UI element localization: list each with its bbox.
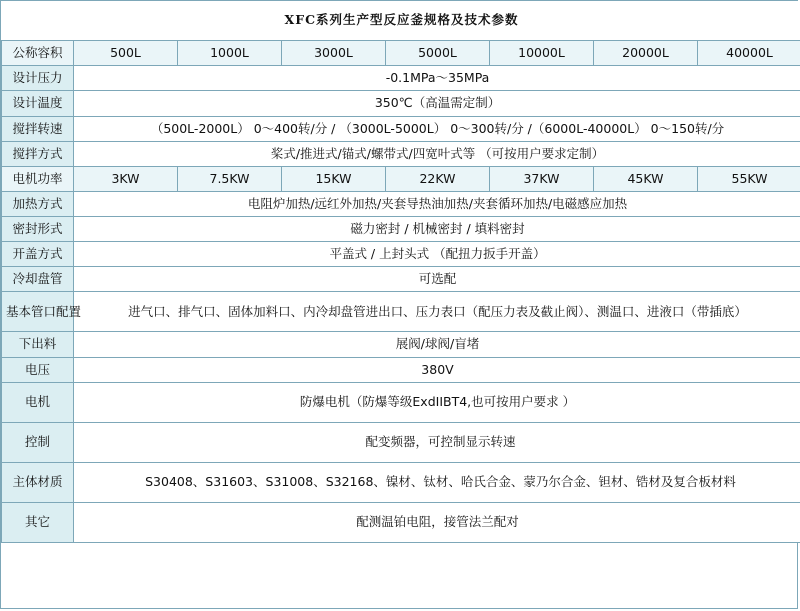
table-row — [2, 141, 800, 166]
page-title: XFC系列生产型反应釜规格及技术参数 — [2, 1, 800, 41]
table-row — [2, 191, 800, 216]
row-label-design-temperature: 设计温度 — [2, 91, 74, 116]
row-label-body-material: 主体材质 — [2, 462, 74, 502]
design-temperature-value: 350℃（高温需定制） — [74, 91, 800, 116]
row-label-design-pressure: 设计压力 — [2, 66, 74, 91]
volume-1000l: 1000L — [178, 41, 282, 66]
motor-power-6: 45KW — [594, 166, 698, 191]
table-row — [2, 116, 800, 141]
volume-10000l: 10000L — [490, 41, 594, 66]
row-label-stirring-type: 搅拌方式 — [2, 141, 74, 166]
voltage-value: 380V — [74, 357, 800, 382]
volume-500l: 500L — [74, 41, 178, 66]
nozzle-config-value: 进气口、排气口、固体加料口、内冷却盘管进出口、压力表口（配压力表及截止阀）、测温口、进液口（带插底） — [74, 292, 800, 332]
motor-value: 防爆电机（防爆等级ExdIIBT4,也可按用户要求 ） — [74, 382, 800, 422]
motor-power-5: 37KW — [490, 166, 594, 191]
cooling-coil-value: 可选配 — [74, 267, 800, 292]
lid-type-value: 平盖式 / 上封头式 （配扭力扳手开盖） — [74, 242, 800, 267]
volume-5000l: 5000L — [386, 41, 490, 66]
stirring-speed-value: （500L-2000L） 0～400转/分 / （3000L-5000L） 0～300转/分 /（6000L-40000L） 0～150转/分 — [74, 116, 800, 141]
body-material-value: S30408、S31603、S31008、S32168、镍材、钛材、哈氏合金、蒙乃尔合金、钽材、锆材及复合板材料 — [74, 462, 800, 502]
table-row — [2, 166, 800, 191]
table-row — [2, 242, 800, 267]
heating-type-value: 电阻炉加热/远红外加热/夹套导热油加热/夹套循环加热/电磁感应加热 — [74, 191, 800, 216]
table-row — [2, 332, 800, 357]
title-row — [2, 1, 800, 41]
row-label-nozzle-config: 基本管口配置 — [2, 292, 74, 332]
design-pressure-value: -0.1MPa～35MPa — [74, 66, 800, 91]
row-label-discharge: 下出料 — [2, 332, 74, 357]
row-label-other: 其它 — [2, 502, 74, 542]
table-row — [2, 382, 800, 422]
row-label-volume: 公称容积 — [2, 41, 74, 66]
spec-table — [1, 1, 800, 543]
volume-20000l: 20000L — [594, 41, 698, 66]
motor-power-7: 55KW — [698, 166, 800, 191]
motor-power-2: 7.5KW — [178, 166, 282, 191]
row-label-seal-type: 密封形式 — [2, 217, 74, 242]
seal-type-value: 磁力密封 / 机械密封 / 填料密封 — [74, 217, 800, 242]
table-row — [2, 91, 800, 116]
table-row — [2, 292, 800, 332]
table-row — [2, 217, 800, 242]
motor-power-1: 3KW — [74, 166, 178, 191]
motor-power-4: 22KW — [386, 166, 490, 191]
other-value: 配测温铂电阻，接管法兰配对 — [74, 502, 800, 542]
row-label-voltage: 电压 — [2, 357, 74, 382]
stirring-type-value: 桨式/推进式/锚式/螺带式/四宽叶式等 （可按用户要求定制） — [74, 141, 800, 166]
motor-power-3: 15KW — [282, 166, 386, 191]
row-label-lid-type: 开盖方式 — [2, 242, 74, 267]
volume-40000l: 40000L — [698, 41, 800, 66]
control-value: 配变频器，可控制显示转速 — [74, 422, 800, 462]
row-label-motor: 电机 — [2, 382, 74, 422]
row-label-heating-type: 加热方式 — [2, 191, 74, 216]
row-label-cooling-coil: 冷却盘管 — [2, 267, 74, 292]
discharge-value: 展阀/球阀/盲堵 — [74, 332, 800, 357]
row-label-stirring-speed: 搅拌转速 — [2, 116, 74, 141]
row-label-motor-power: 电机功率 — [2, 166, 74, 191]
table-row — [2, 422, 800, 462]
table-row — [2, 502, 800, 542]
table-row — [2, 462, 800, 502]
table-row — [2, 66, 800, 91]
table-row — [2, 267, 800, 292]
row-label-control: 控制 — [2, 422, 74, 462]
table-row — [2, 41, 800, 66]
table-row — [2, 357, 800, 382]
volume-3000l: 3000L — [282, 41, 386, 66]
